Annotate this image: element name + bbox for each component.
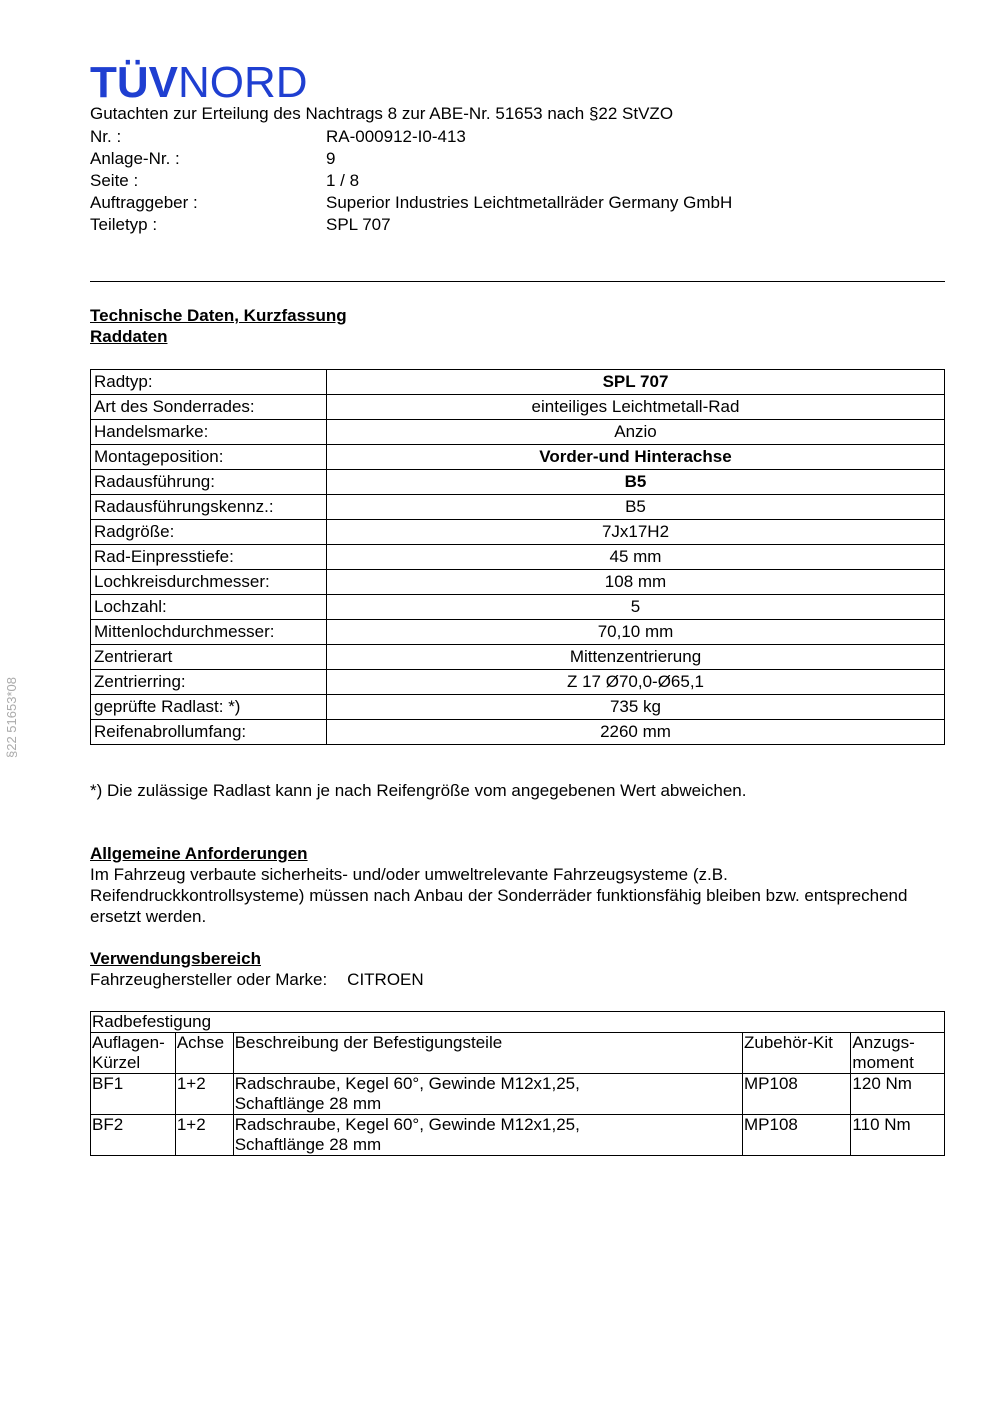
meta-block (90, 126, 740, 236)
wheel-data-value: Anzio (327, 420, 945, 445)
mounting-title: Radbefestigung (91, 1012, 945, 1033)
wheel-data-label: Handelsmarke: (91, 420, 327, 445)
side-mark (2, 648, 22, 758)
meta-row (90, 148, 740, 170)
technical-section (90, 305, 347, 347)
logo-nord: NORD (178, 58, 308, 107)
col-header-code: Auflagen-Kürzel (91, 1033, 176, 1074)
table-row (91, 395, 945, 420)
usage-heading: Verwendungsbereich (90, 949, 261, 968)
wheel-data-table (90, 369, 945, 745)
cell-axle: 1+2 (175, 1115, 233, 1156)
wheel-data-value: einteiliges Leichtmetall-Rad (327, 395, 945, 420)
wheel-data-value: Vorder-und Hinterachse (327, 445, 945, 470)
col-header-torque: Anzugs-moment (851, 1033, 945, 1074)
wheel-data-label: Zentrierring: (91, 670, 327, 695)
header-divider (90, 281, 945, 282)
technical-heading: Technische Daten, Kurzfassung (90, 306, 347, 325)
mounting-table (90, 1011, 945, 1156)
wheel-data-label: Radgröße: (91, 520, 327, 545)
cell-desc (233, 1115, 742, 1156)
mounting-title-row (91, 1012, 945, 1033)
cell-desc (233, 1074, 742, 1115)
requirements-text: Im Fahrzeug verbaute sicherheits- und/oder umweltrelevante Fahrzeugsysteme (z.B. Reifendruckkontrollsysteme) müssen nach Anbau der Sonderräder funktionsfähig bleiben bzw. entsprechend ersetzt werden. (90, 865, 908, 926)
wheel-data-label: Radausführungskennz.: (91, 495, 327, 520)
meta-value: 9 (326, 149, 336, 168)
wheel-data-label: geprüfte Radlast: *) (91, 695, 327, 720)
table-row (91, 470, 945, 495)
wheel-data-label: Mittenlochdurchmesser: (91, 620, 327, 645)
table-row (91, 545, 945, 570)
wheel-data-value: B5 (327, 495, 945, 520)
wheel-data-label: Art des Sonderrades: (91, 395, 327, 420)
table-row (91, 520, 945, 545)
cell-code: BF1 (91, 1074, 176, 1115)
wheel-data-label: Radtyp: (91, 370, 327, 395)
meta-value: 1 / 8 (326, 171, 360, 190)
wheel-data-value: B5 (327, 470, 945, 495)
wheel-data-label: Lochkreisdurchmesser: (91, 570, 327, 595)
wheel-data-label: Radausführung: (91, 470, 327, 495)
wheel-data-value: Z 17 Ø70,0-Ø65,1 (327, 670, 945, 695)
table-row (91, 645, 945, 670)
table-row (91, 370, 945, 395)
table-row (91, 695, 945, 720)
table-row (91, 570, 945, 595)
wheel-load-note: *) Die zulässige Radlast kann je nach Reifengröße vom angegebenen Wert abweichen. (90, 781, 747, 800)
table-row (91, 1115, 945, 1156)
cell-desc-text: Radschraube, Kegel 60°, Gewinde M12x1,25, Schaftlänge 28 mm (234, 1115, 580, 1154)
meta-row (90, 126, 740, 148)
cell-desc-text: Radschraube, Kegel 60°, Gewinde M12x1,25, Schaftlänge 28 mm (234, 1074, 580, 1113)
logo-tuv: TÜV (90, 58, 178, 107)
wheel-data-value: 45 mm (327, 545, 945, 570)
wheel-data-value: SPL 707 (327, 370, 945, 395)
wheel-data-value: 2260 mm (327, 720, 945, 745)
col-header-axle: Achse (175, 1033, 233, 1074)
table-row (91, 495, 945, 520)
wheel-data-value: Mittenzentrierung (327, 645, 945, 670)
wheel-data-value: 70,10 mm (327, 620, 945, 645)
wheel-data-heading: Raddaten (90, 327, 168, 346)
meta-key: Nr. : (90, 127, 122, 146)
meta-row (90, 214, 740, 236)
wheel-data-label: Reifenabrollumfang: (91, 720, 327, 745)
side-mark-text: §22 51653*08 (4, 677, 19, 758)
cell-torque: 120 Nm (851, 1074, 945, 1115)
wheel-data-value: 108 mm (327, 570, 945, 595)
requirements-section (90, 843, 945, 927)
table-row (91, 720, 945, 745)
meta-value: RA-000912-I0-413 (326, 127, 466, 146)
wheel-data-value: 735 kg (327, 695, 945, 720)
wheel-data-label: Montageposition: (91, 445, 327, 470)
wheel-data-label: Zentrierart (91, 645, 327, 670)
table-row (91, 1074, 945, 1115)
table-row (91, 595, 945, 620)
cell-torque: 110 Nm (851, 1115, 945, 1156)
wheel-data-value: 7Jx17H2 (327, 520, 945, 545)
wheel-data-label: Rad-Einpresstiefe: (91, 545, 327, 570)
mounting-header-row (91, 1033, 945, 1074)
table-row (91, 620, 945, 645)
meta-key: Teiletyp : (90, 215, 158, 234)
wheel-data-value: 5 (327, 595, 945, 620)
document-subtitle: Gutachten zur Erteilung des Nachtrags 8 zur ABE-Nr. 51653 nach §22 StVZO (90, 104, 674, 123)
meta-value: SPL 707 (326, 215, 391, 234)
meta-key: Auftraggeber : (90, 193, 198, 212)
cell-code: BF2 (91, 1115, 176, 1156)
meta-row (90, 192, 740, 214)
meta-key: Seite : (90, 171, 139, 190)
table-row (91, 420, 945, 445)
usage-section (90, 948, 945, 990)
tuv-nord-logo (90, 60, 308, 106)
col-header-desc: Beschreibung der Befestigungsteile (233, 1033, 742, 1074)
meta-value: Superior Industries Leichtmetallräder Germany GmbH (326, 193, 733, 212)
cell-kit: MP108 (743, 1074, 851, 1115)
meta-key: Anlage-Nr. : (90, 149, 180, 168)
cell-axle: 1+2 (175, 1074, 233, 1115)
meta-row (90, 170, 740, 192)
requirements-heading: Allgemeine Anforderungen (90, 844, 308, 863)
maker-line (90, 969, 945, 990)
col-header-kit: Zubehör-Kit (743, 1033, 851, 1074)
cell-kit: MP108 (743, 1115, 851, 1156)
table-row (91, 670, 945, 695)
wheel-data-label: Lochzahl: (91, 595, 327, 620)
maker-label: Fahrzeughersteller oder Marke: (90, 970, 328, 989)
table-row (91, 445, 945, 470)
maker-value: CITROEN (347, 970, 424, 989)
